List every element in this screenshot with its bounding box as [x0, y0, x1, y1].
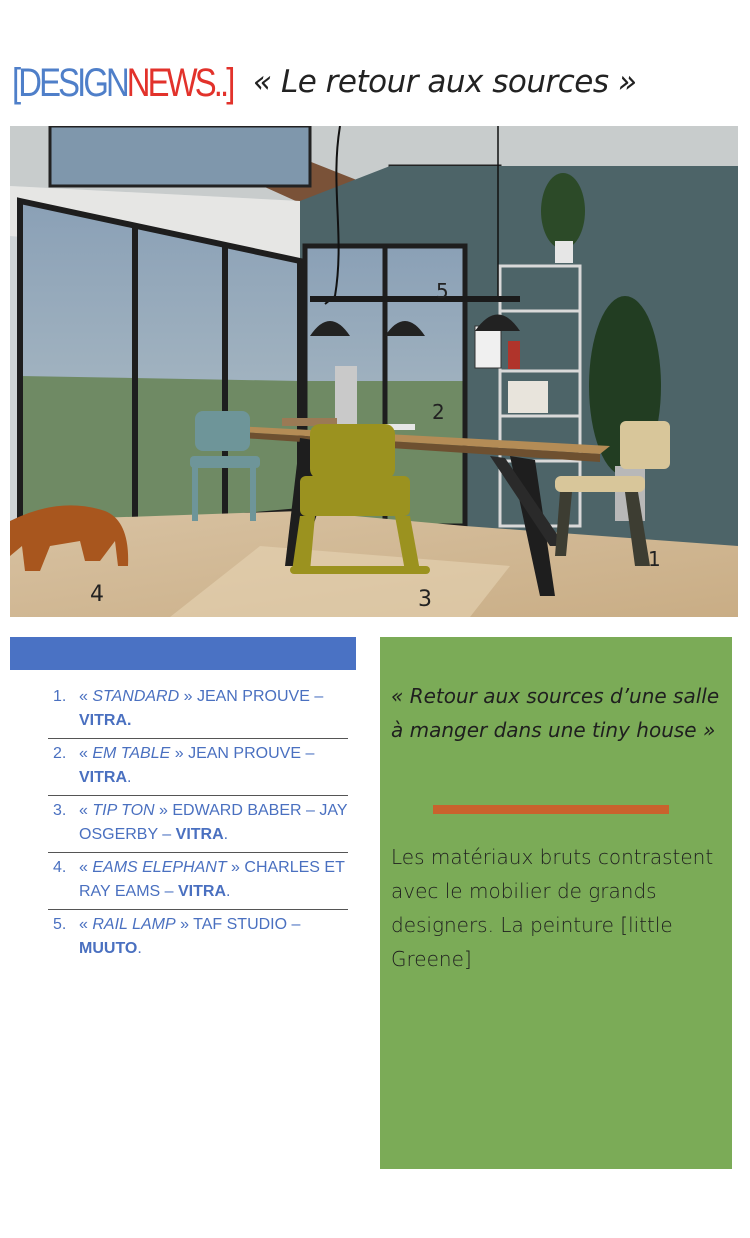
designer: » JEAN PROUVE –: [179, 688, 324, 705]
product-name: EAMS ELEPHANT: [92, 859, 227, 876]
logo-bracket-open: [: [12, 61, 19, 105]
product-name: STANDARD: [92, 688, 180, 705]
quote-open: «: [79, 859, 93, 876]
callout-4: 4: [90, 582, 104, 607]
product-name: TIP TON: [92, 802, 155, 819]
design-news-logo: [12, 63, 232, 103]
page-subtitle: « Le retour aux sources »: [253, 64, 637, 100]
tail: .: [137, 940, 142, 957]
list-number: 5.: [53, 916, 67, 933]
callout-5: 5: [436, 279, 449, 303]
product-name: RAIL LAMP: [92, 916, 176, 933]
blue-heading-bar: [10, 637, 356, 670]
quote-open: «: [79, 688, 93, 705]
list-number: 2.: [53, 745, 67, 762]
brand: VITRA: [178, 883, 226, 900]
callout-1: 1: [648, 547, 661, 571]
designer: » CHARLES ET RAY EAMS –: [79, 859, 345, 900]
list-item: [48, 853, 348, 910]
designer: » JEAN PROUVE –: [170, 745, 315, 762]
list-item: [48, 682, 348, 739]
brand: MUUTO: [79, 940, 138, 957]
product-name: EM TABLE: [92, 745, 171, 762]
logo-design: DESIGN: [18, 61, 127, 105]
list-number: 1.: [53, 688, 67, 705]
orange-divider: [433, 805, 669, 814]
quote-open: «: [79, 745, 93, 762]
list-number: 4.: [53, 859, 67, 876]
brand: VITRA: [79, 769, 127, 786]
render-illustration: [10, 126, 738, 617]
brand: VITRA.: [79, 712, 132, 729]
tail: .: [127, 769, 132, 786]
masthead: [12, 58, 281, 108]
quote-open: «: [79, 916, 93, 933]
logo-news: NEWS..: [126, 61, 227, 105]
callout-2: 2: [432, 400, 445, 424]
callout-3: 3: [418, 587, 432, 612]
list-item: [48, 796, 348, 853]
list-number: 3.: [53, 802, 67, 819]
quote-open: «: [79, 802, 93, 819]
list-item: [48, 739, 348, 796]
panel-quote: « Retour aux sources d’une salle à manger dans une tiny house »: [391, 684, 720, 742]
product-list: [48, 682, 348, 966]
panel-body: Les matériaux bruts contrastent avec le mobilier de grands designers. La peinture [little Greene]: [391, 845, 714, 971]
brand: VITRA: [175, 826, 224, 843]
designer: » TAF STUDIO –: [175, 916, 301, 933]
tail: .: [226, 883, 231, 900]
designer: » EDWARD BABER – JAY OSGERBY –: [79, 802, 348, 843]
tail: .: [223, 826, 229, 843]
logo-bracket-close: ]: [226, 61, 233, 105]
dining-room-render: [10, 126, 738, 617]
quote-panel: [380, 637, 732, 1169]
list-item: [48, 910, 348, 966]
